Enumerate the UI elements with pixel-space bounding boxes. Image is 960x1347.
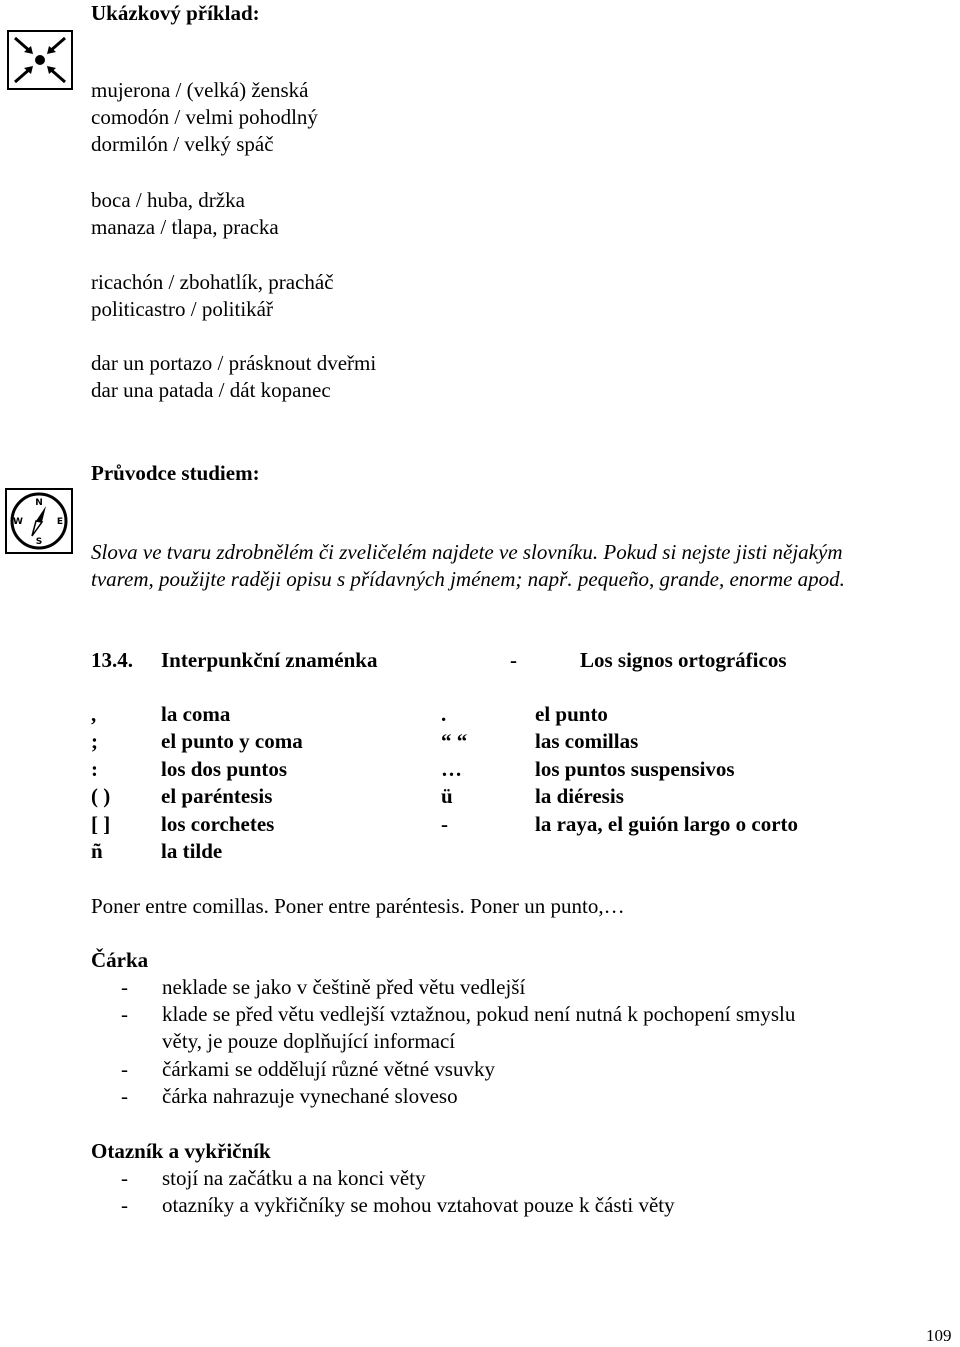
guide-heading: Průvodce studiem: [91,461,260,485]
sign-symbol: . [441,702,447,726]
comma-heading: Čárka [91,948,149,972]
svg-text:N: N [35,498,43,508]
bullet-dash: - [121,1193,128,1217]
sign-symbol: [ ] [91,812,111,836]
sign-name: la tilde [161,839,223,863]
comma-item-continuation: věty, je pouze doplňující informací [162,1029,456,1053]
sign-symbol: , [91,702,97,726]
sign-symbol: ü [441,784,453,808]
sign-name: el punto y coma [161,729,303,753]
sign-name: los puntos suspensivos [535,757,735,781]
svg-text:S: S [35,537,43,547]
comma-item: čárkami se oddělují různé větné vsuvky [162,1057,495,1081]
question-item: stojí na začátku a na konci věty [162,1166,426,1190]
question-item: otazníky a vykřičníky se mohou vztahovat pouze k části věty [162,1193,675,1217]
svg-text:W: W [13,517,23,527]
example-line: manaza / tlapa, pracka [91,215,279,239]
sign-symbol: ; [91,729,98,753]
bullet-dash: - [121,1084,128,1108]
bullet-dash: - [121,975,128,999]
example-line: mujerona / (velká) ženská [91,78,309,102]
sign-name: los dos puntos [161,757,288,781]
question-heading: Otazník a vykřičník [91,1139,271,1163]
section-number: 13.4. [91,648,133,672]
compass-icon [5,488,73,554]
sign-name: la diéresis [535,784,624,808]
sign-symbol: - [441,812,448,836]
example-line: politicastro / politikář [91,297,273,321]
sign-name: el punto [535,702,608,726]
sign-symbol: ( ) [91,784,111,808]
sign-symbol: : [91,757,98,781]
sign-name: la raya, el guión largo o corto [535,812,799,836]
example-line: dar un portazo / prásknout dveřmi [91,351,377,375]
comma-item: čárka nahrazuje vynechané sloveso [162,1084,458,1108]
section-title-es: Los signos ortográficos [580,648,787,672]
comma-item: klade se před větu vedlejší vztažnou, pokud není nutná k pochopení smyslu [162,1002,796,1026]
example-line: dar una patada / dát kopanec [91,378,331,402]
svg-text:E: E [56,517,64,527]
page-number: 109 [926,1326,952,1345]
bullet-dash: - [121,1002,128,1026]
bullet-dash: - [121,1057,128,1081]
example-line: comodón / velmi pohodlný [91,105,318,129]
example-line: ricachón / zbohatlík, pracháč [91,270,334,294]
sign-name: la coma [161,702,231,726]
comma-item: neklade se jako v češtině před větu vedlejší [162,975,526,999]
example-line: dormilón / velký spáč [91,132,274,156]
example-line: boca / huba, držka [91,188,245,212]
example-heading: Ukázkový příklad: [91,1,260,25]
sign-symbol: “ “ [441,729,468,753]
sign-name: el paréntesis [161,784,273,808]
section-title-cz: Interpunkční znaménka [161,648,378,672]
sign-symbol: ñ [91,839,103,863]
bullet-dash: - [121,1166,128,1190]
arrows-converge-icon [7,30,73,90]
phrases-line: Poner entre comillas. Poner entre paréntesis. Poner un punto,… [91,894,625,918]
sign-symbol: … [441,757,462,781]
section-dash: - [510,648,517,672]
guide-text-line-2: tvarem, použijte raději opisu s přídavných jménem; např. pequeño, grande, enorme apod. [91,567,845,591]
sign-name: los corchetes [161,812,275,836]
sign-name: las comillas [535,729,639,753]
guide-text-line-1: Slova ve tvaru zdrobnělém či zveličelém najdete ve slovníku. Pokud si nejste jisti nějakým [91,540,843,564]
